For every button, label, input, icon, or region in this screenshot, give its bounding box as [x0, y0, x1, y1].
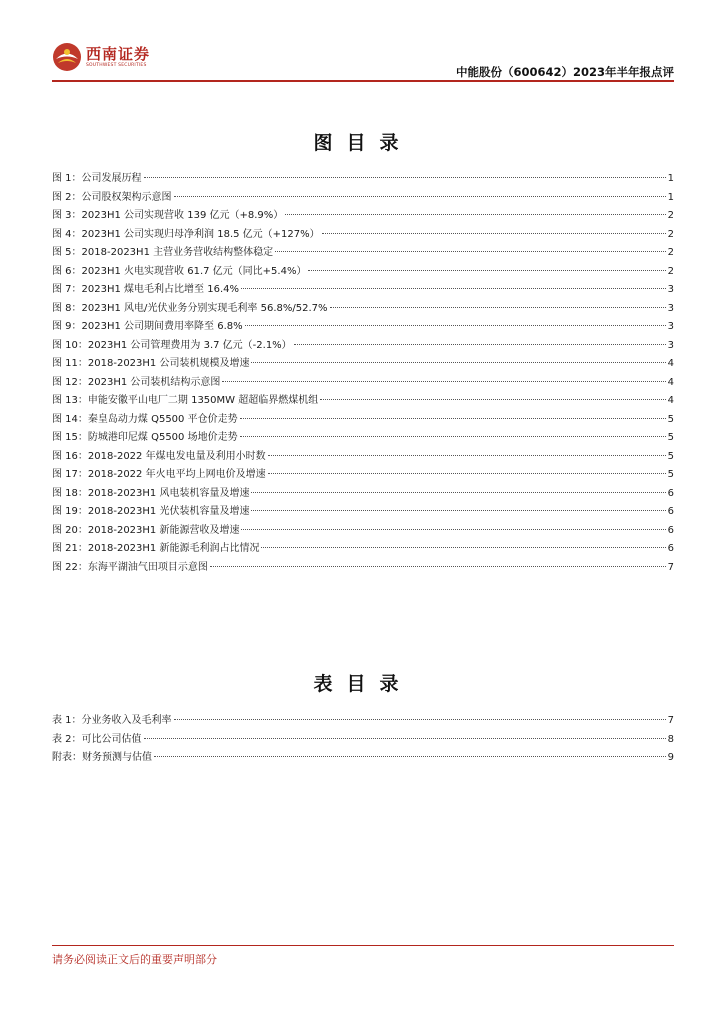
- toc-dot-leader: [320, 399, 665, 400]
- toc-entry-page: 3: [667, 284, 674, 295]
- toc-entry-label: 图 22：东海平湖油气田项目示意图: [52, 561, 208, 573]
- toc-entry-label: 图 8：2023H1 风电/光伏业务分别实现毛利率 56.8%/52.7%: [52, 302, 328, 314]
- toc-entry-page: 6: [667, 524, 674, 536]
- toc-entry-page: 2: [667, 228, 674, 240]
- toc-entry-label: 附表：财务预测与估值: [52, 752, 152, 763]
- page-header: [52, 40, 674, 80]
- toc-dot-leader: [241, 529, 665, 530]
- toc-dot-leader: [322, 233, 666, 234]
- figure-toc-entry[interactable]: [52, 558, 674, 577]
- table-toc-entry[interactable]: [52, 748, 674, 767]
- toc-entry-page: 6: [667, 506, 674, 517]
- toc-entry-label: 图 10：2023H1 公司管理费用为 3.7 亿元（-2.1%）: [52, 339, 292, 351]
- toc-entry-label: 图 3：2023H1 公司实现营收 139 亿元（+8.9%）: [52, 210, 284, 221]
- toc-entry-label: 图 7：2023H1 煤电毛利占比增至 16.4%: [52, 284, 239, 295]
- toc-dot-leader: [251, 492, 665, 493]
- footer-divider: [52, 945, 674, 946]
- toc-dot-leader: [210, 566, 666, 567]
- figure-toc-entry[interactable]: [52, 299, 674, 318]
- toc-entry-page: 5: [667, 469, 674, 480]
- toc-entry-page: 7: [667, 715, 674, 726]
- toc-entry-label: 图 15：防城港印尼煤 Q5500 场地价走势: [52, 432, 238, 443]
- figure-toc-entry[interactable]: [52, 428, 674, 447]
- toc-entry-label: 图 14：秦皇岛动力煤 Q5500 平仓价走势: [52, 413, 238, 425]
- toc-entry-page: 3: [667, 339, 674, 351]
- figures-toc-title: 图目录: [313, 132, 413, 154]
- figure-toc-entry[interactable]: [52, 188, 674, 207]
- toc-dot-leader: [174, 719, 666, 720]
- toc-entry-label: 图 12：2023H1 公司装机结构示意图: [52, 376, 221, 388]
- header-divider: [52, 80, 674, 82]
- toc-dot-leader: [154, 756, 666, 757]
- figure-toc-entry[interactable]: [52, 262, 674, 281]
- toc-dot-leader: [268, 473, 666, 474]
- figure-toc-entry[interactable]: [52, 391, 674, 410]
- toc-dot-leader: [294, 344, 666, 345]
- toc-dot-leader: [240, 418, 666, 419]
- toc-dot-leader: [144, 738, 666, 739]
- brand-logo: [52, 42, 150, 72]
- toc-entry-page: 2: [667, 265, 674, 277]
- toc-entry-label: 表 2：可比公司估值: [52, 733, 142, 745]
- figure-toc-entry[interactable]: [52, 317, 674, 336]
- table-toc-entry[interactable]: [52, 711, 674, 730]
- toc-entry-label: 图 18：2018-2023H1 风电装机容量及增速: [52, 487, 250, 499]
- toc-entry-page: 3: [667, 302, 674, 314]
- figure-toc-entry[interactable]: [52, 280, 674, 299]
- toc-entry-label: 图 4：2023H1 公司实现归母净利润 18.5 亿元（+127%）: [52, 228, 320, 240]
- tables-toc-list: [52, 711, 674, 767]
- toc-entry-page: 4: [667, 376, 674, 388]
- report-title: 中能股份（600642）2023年半年报点评: [455, 65, 674, 79]
- figure-toc-entry[interactable]: [52, 539, 674, 558]
- figure-toc-entry[interactable]: [52, 410, 674, 429]
- brand-name-en: SOUTHWEST SECURITIES: [86, 63, 147, 68]
- toc-dot-leader: [330, 307, 666, 308]
- toc-dot-leader: [251, 510, 665, 511]
- toc-entry-page: 9: [667, 752, 674, 763]
- toc-entry-page: 6: [667, 487, 674, 499]
- toc-entry-page: 7: [667, 561, 674, 573]
- toc-entry-page: 5: [667, 432, 674, 443]
- toc-entry-label: 图 21：2018-2023H1 新能源毛利润占比情况: [52, 543, 260, 554]
- toc-dot-leader: [275, 251, 666, 252]
- toc-entry-label: 图 6：2023H1 火电实现营收 61.7 亿元（同比+5.4%）: [52, 265, 307, 277]
- toc-entry-label: 图 20：2018-2023H1 新能源营收及增速: [52, 524, 240, 536]
- toc-entry-label: 图 16：2018-2022 年煤电发电量及利用小时数: [52, 450, 266, 462]
- toc-entry-label: 图 13：申能安徽平山电厂二期 1350MW 超超临界燃煤机组: [52, 395, 319, 406]
- toc-entry-page: 5: [667, 450, 674, 462]
- toc-entry-page: 1: [667, 191, 674, 203]
- toc-entry-label: 图 11：2018-2023H1 公司装机规模及增速: [52, 358, 250, 369]
- toc-entry-label: 图 2：公司股权架构示意图: [52, 191, 172, 203]
- figure-toc-entry[interactable]: [52, 521, 674, 540]
- toc-dot-leader: [268, 455, 666, 456]
- toc-entry-label: 表 1：分业务收入及毛利率: [52, 715, 172, 726]
- toc-dot-leader: [251, 362, 665, 363]
- figure-toc-entry[interactable]: [52, 465, 674, 484]
- toc-entry-page: 6: [667, 543, 674, 554]
- figure-toc-entry[interactable]: [52, 243, 674, 262]
- toc-dot-leader: [285, 214, 665, 215]
- toc-dot-leader: [261, 547, 665, 548]
- toc-entry-label: 图 17：2018-2022 年火电平均上网电价及增速: [52, 469, 266, 480]
- toc-entry-label: 图 5：2018-2023H1 主营业务营收结构整体稳定: [52, 247, 274, 258]
- figure-toc-entry[interactable]: [52, 169, 674, 188]
- toc-dot-leader: [144, 177, 666, 178]
- toc-dot-leader: [222, 381, 665, 382]
- toc-entry-page: 1: [667, 173, 674, 184]
- figure-toc-entry[interactable]: [52, 484, 674, 503]
- toc-entry-page: 5: [667, 413, 674, 425]
- toc-dot-leader: [245, 325, 666, 326]
- toc-dot-leader: [308, 270, 665, 271]
- brand-name-cn: 西南证券: [86, 45, 151, 63]
- toc-dot-leader: [240, 436, 666, 437]
- figure-toc-entry[interactable]: [52, 373, 674, 392]
- toc-entry-page: 4: [667, 358, 674, 369]
- figure-toc-entry[interactable]: [52, 225, 674, 244]
- figures-toc-list: [52, 169, 674, 576]
- toc-entry-page: 2: [667, 247, 674, 258]
- figure-toc-entry[interactable]: [52, 206, 674, 225]
- figure-toc-entry[interactable]: [52, 354, 674, 373]
- figure-toc-entry[interactable]: [52, 336, 674, 355]
- figure-toc-entry[interactable]: [52, 447, 674, 466]
- toc-entry-label: 图 9：2023H1 公司期间费用率降至 6.8%: [52, 321, 243, 332]
- toc-entry-label: 图 1：公司发展历程: [52, 173, 142, 184]
- toc-dot-leader: [174, 196, 666, 197]
- toc-entry-label: 图 19：2018-2023H1 光伏装机容量及增速: [52, 506, 250, 517]
- figure-toc-entry[interactable]: [52, 502, 674, 521]
- toc-entry-page: 4: [667, 395, 674, 406]
- footer-disclaimer: 请务必阅读正文后的重要声明部分: [52, 953, 217, 966]
- tables-toc-title: 表目录: [313, 673, 413, 695]
- brand-logo-icon: [52, 42, 82, 72]
- toc-entry-page: 3: [667, 321, 674, 332]
- toc-entry-page: 8: [667, 733, 674, 745]
- toc-dot-leader: [241, 288, 666, 289]
- table-toc-entry[interactable]: [52, 730, 674, 749]
- toc-entry-page: 2: [667, 210, 674, 221]
